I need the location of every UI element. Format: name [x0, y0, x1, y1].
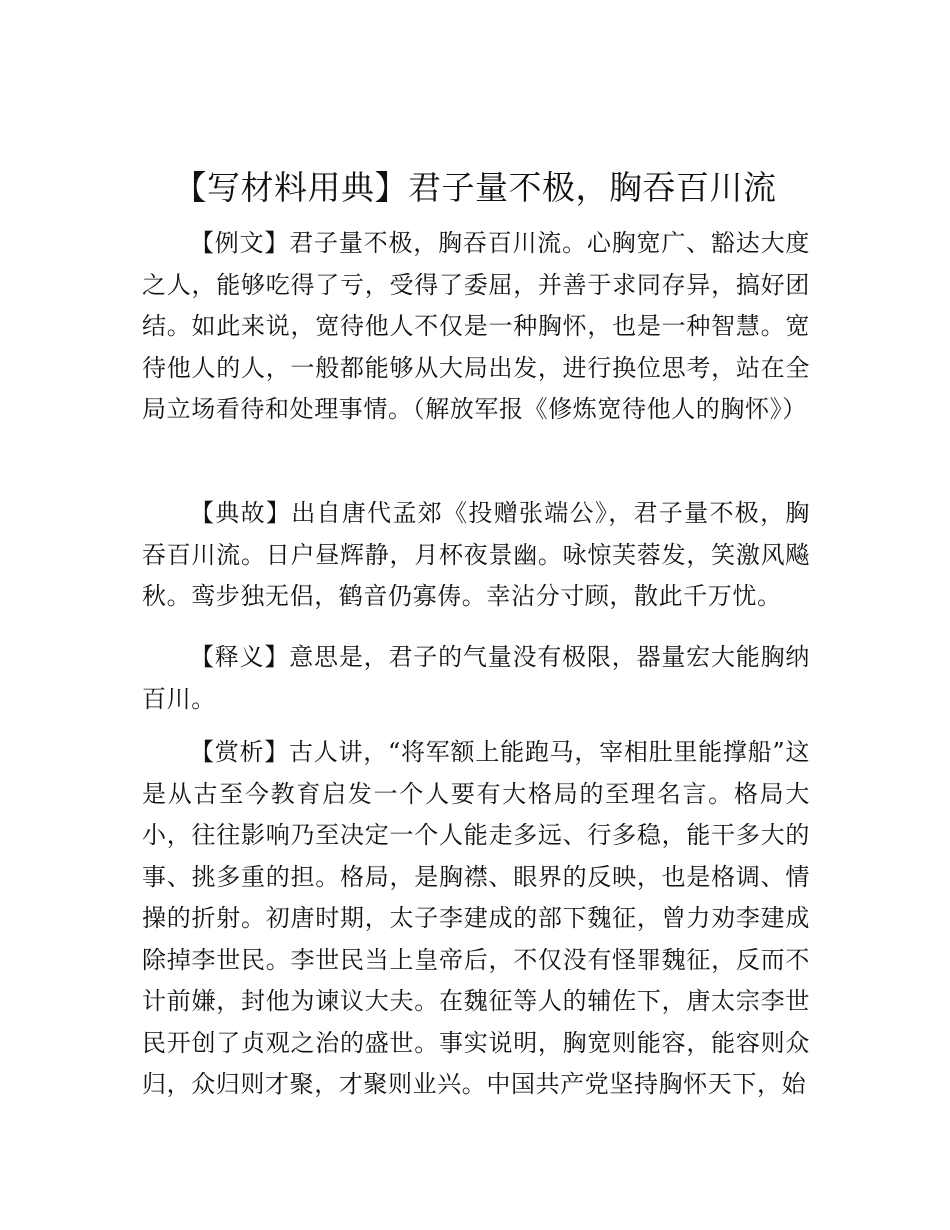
allusion-text: 出自唐代孟郊《投赠张端公》，君子量不极，胸吞百川流。日户昼辉静，月杯夜景幽。咏惊芙蓉发，笑激风飚秋。鸾步独无侣，鹤音仍寡俦。幸沾分寸顾，散此千万忧。	[142, 499, 810, 610]
analysis-tag: 【赏析】	[190, 738, 290, 766]
example-tag: 【例文】	[190, 229, 290, 257]
meaning-text: 意思是，君子的气量没有极限，器量宏大能胸纳百川。	[142, 643, 810, 713]
page-title: 【写材料用典】君子量不极，胸吞百川流	[173, 168, 777, 207]
allusion-tag: 【典故】	[190, 499, 292, 527]
meaning-tag: 【释义】	[190, 643, 290, 671]
meaning-paragraph	[142, 637, 810, 720]
example-text: 君子量不极，胸吞百川流。心胸宽广、豁达大度之人，能够吃得了亏，受得了委屈，并善于求同存异，搞好团结。如此来说，宽待他人不仅是一种胸怀，也是一种智慧。宽待他人的人，一般都能够从大局出发，进行换位思考，站在全局立场看待和处理事情。（解放军报《修炼宽待他人的胸怀》）	[142, 229, 810, 423]
analysis-paragraph	[142, 732, 810, 1106]
analysis-text: 古人讲，“将军额上能跑马，宰相肚里能撑船”这是从古至今教育启发一个人要有大格局的至理名言。格局大小，往往影响乃至决定一个人能走多远、行多稳，能干多大的事、挑多重的担。格局，是胸襟、眼界的反映，也是格调、情操的折射。初唐时期，太子李建成的部下魏征，曾力劝李建成除掉李世民。李世民当上皇帝后，不仅没有怪罪魏征，反而不计前嫌，封他为谏议大夫。在魏征等人的辅佐下，唐太宗李世民开创了贞观之治的盛世。事实说明，胸宽则能容，能容则众归，众归则才聚，才聚则业兴。中国共产党坚持胸怀天下，始	[142, 738, 810, 1098]
allusion-paragraph	[142, 493, 810, 618]
example-paragraph	[142, 223, 810, 431]
